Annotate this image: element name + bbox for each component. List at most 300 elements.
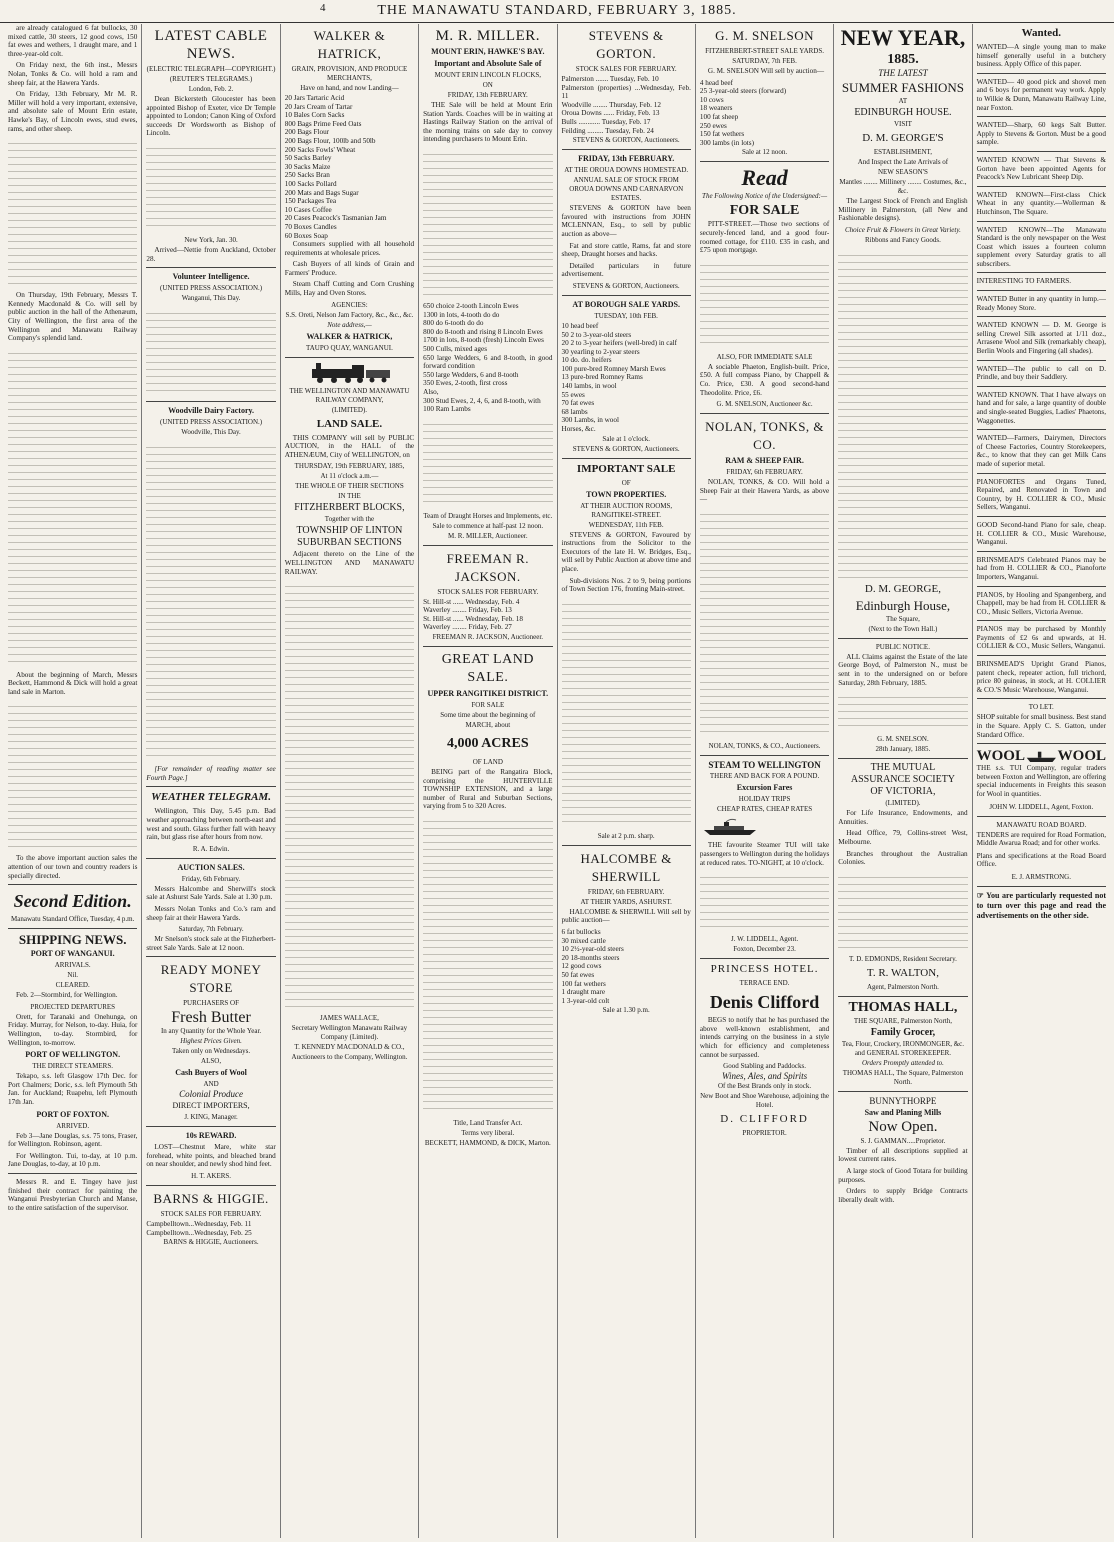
signature: G. M. SNELSON, Auctioneer &c. xyxy=(716,400,813,409)
text: THERE AND BACK FOR A POUND. xyxy=(709,771,820,780)
subhead: AGENCIES: xyxy=(331,300,368,309)
text: New Boot and Shoe Warehouse, adjoining the Hotel. xyxy=(700,1092,830,1110)
signature: G. M. SNELSON. xyxy=(877,735,929,744)
heading: WOOL xyxy=(1057,747,1106,764)
text: On Thursday, 19th February, Messrs T. Kennedy Macdonald & Co. will sell by public auction in the hall of the Athenæum, City of Wellington, the first area of the Wellington and Manawatu Railway Company's splendid land. xyxy=(8,291,138,343)
list-item: 800 Bags Prime Feed Oats xyxy=(284,119,362,128)
text-block xyxy=(838,691,967,731)
text: OF xyxy=(621,478,631,487)
text: THE SQUARE, Palmerston North, xyxy=(853,1016,953,1025)
wanted-ad: PIANOS may be purchased by Monthly Payments of £2 6s and upwards, at H. COLLIER & CO., Music Sellers, Wanganui. xyxy=(976,625,1106,651)
heading: RAM & SHEEP FAIR. xyxy=(725,456,804,466)
list-item: 20 Cases Peacock's Tasmanian Jam xyxy=(284,214,387,223)
signature: THOMAS HALL, The Square, Palmerston North. xyxy=(842,1068,964,1086)
port-heading: PORT OF WANGANUI. xyxy=(30,949,115,959)
nolan-heading: NOLAN, TONKS, & CO. xyxy=(705,419,825,453)
text: PROPRIETOR. xyxy=(742,1129,787,1138)
heading: AUCTION SALES. xyxy=(177,862,245,872)
heading: PUBLIC NOTICE. xyxy=(875,642,930,651)
list-item: 1 draught mare xyxy=(561,988,606,997)
text: OF LAND xyxy=(472,758,503,767)
list-item: 30 yearling to 2-year steers xyxy=(561,347,640,356)
text: Orett, for Taranaki and Onehunga, on Friday. Murray, for Nelson, to-day. Huia, for Wellington, to-day. Stormbird, for Wellington, to-morrow. xyxy=(8,1012,138,1047)
ready-money-heading: READY MONEY STORE xyxy=(160,962,262,996)
wanted-ad: BRINSMEAD'S Upright Grand Pianos, patent check, repeater action, full trichord, price 80 guineas, in stock, at H. COLLIER & CO.'S Music Warehouse, Wanganui. xyxy=(976,660,1106,694)
text: Steam Chaff Cutting and Corn Crushing Mills, Hay and Oven Stores. xyxy=(284,280,415,298)
signature: FREEMAN R. JACKSON, Auctioneer. xyxy=(432,633,544,642)
wanted-ad: WANTED— 40 good pick and shovel men and 6 boys for permanent way work. Apply to Wilkie & Dunn, Manawatu Railway Line, near Foxton. xyxy=(976,77,1106,112)
text-block xyxy=(562,598,691,828)
wanted-ad: WANTED KNOWN—The Manawatu Standard is the only newspaper on the West Coast which issues a fourteen column supplement every Saturday gratis to all subscribers. xyxy=(976,225,1106,268)
text: To the above important auction sales the attention of our town and country readers is specially directed. xyxy=(8,854,138,880)
list-item: 25 3-year-old steers (forward) xyxy=(699,87,787,96)
subhead: ARRIVALS. xyxy=(54,961,91,970)
text-block xyxy=(423,815,552,1115)
text: THE LATEST xyxy=(878,68,928,78)
list-item: 50 2 to 3-year-old steers xyxy=(561,330,632,339)
list-item: 100 Ram Lambs xyxy=(423,405,471,414)
text: Nil. xyxy=(67,971,79,980)
subhead: ALSO, FOR IMMEDIATE SALE xyxy=(716,352,813,361)
miller-heading: M. R. MILLER. xyxy=(435,28,541,44)
list-item: 68 lambs xyxy=(561,407,588,416)
text: CHEAP RATES, CHEAP RATES xyxy=(716,804,813,813)
text: Tea, Flour, Crockery, IRONMONGER, &c. and GENERAL STOREKEEPER. xyxy=(841,1039,965,1057)
heading: TO LET. xyxy=(1028,703,1054,712)
port-heading: PORT OF FOXTON. xyxy=(36,1109,110,1119)
text: Highest Prices Given. xyxy=(180,1037,242,1046)
heading: Volunteer Intelligence. xyxy=(172,272,250,282)
heading: THE WELLINGTON AND MANAWATU RAILWAY COMPANY, xyxy=(289,386,410,404)
list-item: 1 3-year-old colt xyxy=(561,996,610,1005)
text: T. D. EDMONDS, Resident Secretary. xyxy=(848,954,957,963)
page-number: 4 xyxy=(320,2,327,14)
text: Sale at 2 p.m. sharp. xyxy=(597,831,655,840)
dateline: Woodville, This Day. xyxy=(181,428,241,437)
list-item: 50 Sacks Barley xyxy=(284,154,332,163)
list-item: 18 weaners xyxy=(699,104,733,113)
heading: WALKER & HATRICK, xyxy=(306,331,393,341)
dateline: New York, Jan. 30. xyxy=(184,235,238,244)
subhead: (UNITED PRESS ASSOCIATION.) xyxy=(160,418,263,427)
heading: OF VICTORIA, xyxy=(870,786,936,798)
wanted-ad: BRINSMEAD'S Celebrated Pianos may be had from H. COLLIER & CO., Pianoforte Importers, Wanganui. xyxy=(976,555,1106,581)
text-block xyxy=(838,871,967,951)
text: Campbelltown...Wednesday, Feb. 11 xyxy=(146,1220,252,1229)
text: About the beginning of March, Messrs Beckett, Hammond & Dick will hold a great land sale in Marton. xyxy=(8,670,138,696)
signature: D. CLIFFORD xyxy=(720,1113,809,1126)
list-item: Waverley ........ Friday, Feb. 13 xyxy=(423,606,512,615)
text: Mr Snelson's stock sale at the Fitzherbert-street Sale Yards. Sale at 12 noon. xyxy=(146,935,276,952)
port-heading: PORT OF WELLINGTON. xyxy=(25,1050,121,1060)
column-6 xyxy=(696,24,834,1538)
text: Ribbons and Fancy Goods. xyxy=(865,235,941,244)
column-2 xyxy=(142,24,280,1538)
signature: M. R. MILLER, Auctioneer. xyxy=(448,531,528,540)
text: Detailed particulars in future advertisement. xyxy=(561,261,691,279)
text: G. M. SNELSON Will sell by auction— xyxy=(707,67,825,75)
text: THE WHOLE OF THEIR SECTIONS xyxy=(295,482,404,491)
text: S.S. Oreti, Nelson Jam Factory, &c., &c., &c. xyxy=(285,310,414,319)
text: Messrs R. and E. Tingey have just finished their contract for painting the Wanganui Presbyterian Church and Manse, to the entire satisfaction of the supervisor. xyxy=(8,1177,138,1212)
text: FOR SALE xyxy=(471,701,505,710)
notice-text: You are particularly requested not to turn over this page and read the advertisements on the other side. xyxy=(976,890,1106,920)
text-block xyxy=(8,347,137,667)
list-item: 650 choice 2-tooth Lincoln Ewes xyxy=(423,301,519,310)
text: MARCH, about xyxy=(465,721,511,730)
signature: STEVENS & GORTON, Auctioneers. xyxy=(572,444,680,453)
text: Orders to supply Bridge Contracts liberally dealt with. xyxy=(838,1187,968,1204)
wanted-ad: WANTED KNOWN. That I have always on hand and for sale, a large quantity of double and single-seated Buggies, Ladies' Phaetons, Waggonettes. xyxy=(976,390,1106,425)
text-block xyxy=(146,441,275,761)
dateline: Foxton, December 23. xyxy=(733,945,796,954)
heading: BUNNYTHORPE xyxy=(869,1095,937,1106)
list-item: 55 ewes xyxy=(561,390,585,399)
list-item: 50 fat ewes xyxy=(561,970,595,979)
list-item: 10 Bales Corn Sacks xyxy=(284,111,345,120)
text: Team of Draught Horses and Implements, etc. xyxy=(423,511,553,520)
subhead: (ELECTRIC TELEGRAPH—COPYRIGHT.) xyxy=(146,65,276,73)
heading: STEAM TO WELLINGTON xyxy=(708,759,821,770)
heading: Now Open. xyxy=(868,1118,938,1135)
signature: T. KENNEDY MACDONALD & CO., xyxy=(294,1043,405,1052)
acres-heading: 4,000 ACRES xyxy=(446,736,529,752)
text-block xyxy=(838,249,967,579)
list-item: 150 Packages Tea xyxy=(284,197,337,206)
text: Sale to commence at half-past 12 noon. xyxy=(432,521,544,530)
text: For Life Insurance, Endowments, and Annuities. xyxy=(838,809,968,826)
great-land-heading: GREAT LAND SALE. xyxy=(441,652,534,686)
list-item: 13 pure-bred Romney Rams xyxy=(561,373,643,382)
text: AT THEIR YARDS, ASHURST. xyxy=(580,897,672,906)
text: SHOP suitable for small business. Best stand in the Square. Apply C. S. Gatton, under Standard Office. xyxy=(976,713,1106,739)
text: ESTABLISHMENT, xyxy=(873,148,933,156)
land-sale-heading: LAND SALE. xyxy=(316,417,383,430)
text: ANNUAL SALE OF STOCK FROM OROUA DOWNS AND CARNARVON ESTATES. xyxy=(569,176,684,203)
signature: BECKETT, HAMMOND, & DICK, Marton. xyxy=(424,1139,551,1148)
barns-heading: BARNS & HIGGIE. xyxy=(153,1191,269,1207)
list-item: 12 good cows xyxy=(561,962,602,971)
text: HOLIDAY TRIPS xyxy=(738,794,791,803)
text: S. J. GAMMAN.....Proprietor. xyxy=(860,1136,946,1145)
list-item: St. Hill-st ...... Wednesday, Feb. 4 xyxy=(423,597,520,606)
text: Feb 3—Jane Douglas, s.s. 75 tons, Fraser, for Wellington. Robinson, agent. xyxy=(8,1131,138,1149)
subhead: STOCK SALES FOR FEBRUARY. xyxy=(437,587,539,596)
list-item: 20 Jars Cream of Tartar xyxy=(284,102,353,111)
text: AT THEIR AUCTION ROOMS, RANGITIKEI-STREET. xyxy=(580,501,673,519)
text: BEGS to notify that he has purchased the above well-known establishment, and intends carrying on the business in a style which for efficiency and completeness cannot be surpassed. xyxy=(699,1016,830,1059)
list-item: Woodville ........ Thursday, Feb. 12 xyxy=(561,100,661,109)
text: Orders Promptly attended to. xyxy=(861,1058,944,1067)
heading: 1885. xyxy=(887,52,919,67)
heading: SUMMER FASHIONS xyxy=(841,80,965,95)
text: And Inspect the Late Arrivals of xyxy=(857,158,949,166)
text: TENDERS are required for Road Formation, Middle Awarua Road; and for other works. xyxy=(976,830,1106,848)
office-line: Manawatu Standard Office, Tuesday, 4 p.m. xyxy=(11,915,135,924)
wanted-ad: WANTED KNOWN — D. M. George is selling Crewel Silk assorted at 1/11 doz., Arrasene Wool and Silk (remarkably cheap), Berlin Wools and Fingering (all shades). xyxy=(976,321,1106,356)
list-item: Also, xyxy=(423,387,439,396)
list-item: Feilding ......... Tuesday, Feb. 24 xyxy=(561,126,654,135)
text: Head Office, 79, Collins-street West, Melbourne. xyxy=(838,829,968,846)
wanted-list xyxy=(977,43,1106,699)
shipping-heading: SHIPPING NEWS. xyxy=(18,932,127,948)
heading: SUBURBAN SECTIONS xyxy=(297,537,402,549)
text: The Following Notice of the Undersigned:— xyxy=(702,192,828,201)
text: HALCOMBE & SHERWILL Will sell by public auction— xyxy=(561,907,691,925)
halcombe-heading: HALCOMBE & SHERWILL xyxy=(580,850,672,884)
text: NEW SEASON'S xyxy=(877,168,928,176)
list-item: Horses, &c. xyxy=(561,425,596,434)
list-item: 200 Bags Flour xyxy=(284,128,330,137)
list-item: 100 Sacks Pollard xyxy=(284,179,337,188)
list-item: 60 Boxes Soap xyxy=(284,231,328,240)
list-item: 100 fat sheep xyxy=(699,112,739,121)
second-edition: Second Edition. xyxy=(13,891,132,912)
column-1 xyxy=(4,24,142,1538)
text: are already catalogued 6 fat bullocks, 30 mixed cattle, 30 steers, 12 good cows, 150 fat ewes and wethers, 1 draught mare, and 1 three-year-old colt. xyxy=(8,24,138,58)
signature: STEVENS & GORTON, Auctioneers. xyxy=(572,281,680,290)
train-icon xyxy=(304,362,394,384)
text: AND xyxy=(203,1080,219,1089)
text: VISIT xyxy=(893,120,912,128)
text: On Friday next, the 6th inst., Messrs Nolan, Tonks & Co. will hold a ram and sheep fair, at the Hawera Yards. xyxy=(8,61,138,87)
heading: D. M. GEORGE'S xyxy=(862,132,944,144)
text: Agent, Palmerston North. xyxy=(866,982,939,991)
signature: BARNS & HIGGIE, Auctioneers. xyxy=(163,1238,259,1247)
pointing-hand-icon: ☞ xyxy=(976,890,987,900)
heading: Woodville Dairy Factory. xyxy=(168,406,255,416)
text: Have on hand, and now Landing— xyxy=(300,84,399,92)
text: LOST—Chestnut Mare, white star forehead, white points, and bleached brand on near shoulder, and newly shod hind feet. xyxy=(146,1143,276,1169)
text: Plans and specifications at the Road Board Office. xyxy=(976,851,1106,869)
heading: DIRECT IMPORTERS, xyxy=(172,1101,250,1111)
dateline: 28th January, 1885. xyxy=(875,745,931,754)
signature: H. T. AKERS. xyxy=(191,1172,232,1181)
text: Feb. 2—Stormbird, for Wellington. xyxy=(16,991,118,1000)
snelson-heading: G. M. SNELSON xyxy=(715,28,815,43)
list-item: 800 do 6-tooth do do xyxy=(423,319,484,328)
list-item: 4 head beef xyxy=(699,78,733,87)
text: Taken only on Wednesdays. xyxy=(171,1047,251,1056)
subhead: CLEARED. xyxy=(55,981,90,990)
text: ALL Claims against the Estate of the late George Boyd, of Palmerston N., must be sent in to the undersigned on or before Saturday, 28th February, 1885. xyxy=(838,652,968,687)
list-item: 140 lambs, in wool xyxy=(561,382,617,391)
subhead: PROJECTED DEPARTURES xyxy=(30,1002,116,1011)
list-item: 200 Sacks Fowls' Wheat xyxy=(284,145,356,154)
list-item: 550 large Wedders, 6 and 8-tooth xyxy=(423,370,519,379)
wanted-ad: WANTED KNOWN — That Stevens & Gorton have been appointed Agents for Peacock's New Lubricant Sheep Dip. xyxy=(976,155,1106,182)
heading: FITZHERBERT BLOCKS, xyxy=(294,502,405,514)
list-item: 250 Sacks Bran xyxy=(284,171,330,180)
heading: Cash Buyers of Wool xyxy=(175,1068,247,1078)
wanted-ad: WANTED—Sharp, 60 kegs Salt Butter. Apply to Stevens & Gorton. Must be a good sample. xyxy=(976,121,1106,147)
heading: AT BOROUGH SALE YARDS. xyxy=(572,299,680,309)
text-block xyxy=(8,700,137,850)
list-item: 350 Ewes, 2-tooth, first cross xyxy=(423,379,508,388)
wanted-ad: WANTED—Farmers, Dairymen, Directors of Cheese Factories, Country Storekeepers, &c., to know that they can get Milk Cans made of superior metal. xyxy=(976,434,1106,468)
text: Wellington, This Day, 5.45 p.m. Bad weather approaching between north-east and west and south. Glass further fall with heavy rain, but glass rise after hours from now. xyxy=(146,807,276,842)
stevens-list xyxy=(562,75,691,135)
list-item: 20 18-months steers xyxy=(561,953,620,962)
text: Campbelltown...Wednesday, Feb. 25 xyxy=(146,1228,252,1237)
text: Colonial Produce xyxy=(179,1089,244,1100)
thomas-heading: THOMAS HALL, xyxy=(848,999,958,1015)
heading: T. R. WALTON, xyxy=(866,966,939,979)
text: TAUPO QUAY, WANGANUI. xyxy=(306,343,393,352)
list-item: 200 Bags Flour, 100lb and 50lb xyxy=(284,136,376,145)
dateline: FRIDAY, 6th FEBRUARY. xyxy=(587,887,665,896)
list-item: 30 mixed cattle xyxy=(561,936,606,945)
list-item: 1300 in lots, 4-tooth do do xyxy=(423,310,500,319)
list-item: 30 Sacks Maize xyxy=(284,162,331,171)
stevens-heading: STEVENS & GORTON. xyxy=(588,28,664,61)
text: Messrs Halcombe and Sherwill's stock sale at Ashurst Sale Yards. Sale at 1.30 p.m. xyxy=(146,884,276,902)
list-item: 1700 in lots, 8-tooth (fresh) Lincoln Ewes xyxy=(423,336,544,345)
heading: Edinburgh House, xyxy=(855,597,951,613)
heading: MOUNT ERIN, HAWKE'S BAY. xyxy=(431,47,545,56)
heading: D. M. GEORGE, xyxy=(864,582,941,595)
wool-banner xyxy=(977,748,1106,764)
text: Title, Land Transfer Act. xyxy=(453,1119,523,1128)
text: Together with the xyxy=(324,515,375,524)
text: STEVENS & GORTON have been favoured with instructions from JOHN MCLENNAN, Esq., to sell by public auction as above— xyxy=(561,204,691,238)
text: Some time about the beginning of xyxy=(440,711,536,720)
text: Dean Bickersteth Gloucester has been appointed Bishop of Exeter, vice Dr Temple appointed to London; Canon King of Oxford succeeds Dr Wordsworth as Bishop of Lincoln. xyxy=(146,95,276,138)
wanted-ad: PIANOS, by Hooling and Spangenberg, and Chappell, may be had from H. COLLIER & CO., Music Sellers, Victoria Avenue. xyxy=(976,590,1106,616)
list-item: 250 ewes xyxy=(699,121,727,130)
stock-list xyxy=(423,302,552,414)
notice xyxy=(977,891,1106,921)
subhead: GRAIN, PROVISION, AND PRODUCE MERCHANTS, xyxy=(291,65,408,82)
dateline: Friday, 6th February. xyxy=(181,874,241,883)
dateline: Wanganui, This Day. xyxy=(181,294,241,303)
list-item: 500 Culls, mixed ages xyxy=(423,344,488,353)
text: THE favourite Steamer TUI will take passengers to Wellington during the holidays at reduced rates. TO-NIGHT, at 10 o'clock. xyxy=(699,841,830,867)
list-item: 20 Jars Tartaric Acid xyxy=(284,94,345,102)
snelson-list xyxy=(700,79,829,148)
heading: Important and Absolute Sale of xyxy=(434,59,542,68)
text: STEVENS & GORTON, Favoured by instructions from the Solicitor to the Executors of the late H. W. Bridges, Esq., will sell by Public Auction at above time and place. xyxy=(561,530,691,573)
dateline: FRIDAY, 6th FEBRUARY. xyxy=(726,468,803,477)
list-item: 100 fat wethers xyxy=(561,979,606,988)
wanted-ad: WANTED—The public to call on D. Prindle, and buy their Saddlery. xyxy=(976,364,1106,382)
text: In any Quantity for the Whole Year. xyxy=(160,1027,262,1036)
borough-list xyxy=(562,322,691,434)
cable-heading: LATEST CABLE NEWS. xyxy=(154,28,268,62)
list-item: 10 do. do. heifers xyxy=(561,356,612,365)
text: [For remainder of reading matter see Fourth Page.] xyxy=(146,765,276,782)
dateline: SATURDAY, 7th FEB. xyxy=(732,57,797,65)
dateline: TUESDAY, 10th FEB. xyxy=(594,311,658,320)
heading: Fresh Butter xyxy=(171,1009,251,1027)
list-item: Waverley ........ Friday, Feb. 27 xyxy=(423,623,512,632)
wanted-ad: INTERESTING TO FARMERS. xyxy=(976,277,1072,286)
list-item: 10 Cases Coffee xyxy=(284,205,332,214)
new-year-heading: NEW YEAR, xyxy=(840,25,966,50)
list-item: St. Hill-st ...... Wednesday, Feb. 18 xyxy=(423,614,523,623)
walker-item-list xyxy=(285,94,414,240)
list-item: 20 2 to 3-year heifers (well-bred) in calf xyxy=(561,339,678,348)
text: AT THE OROUA DOWNS HOMESTEAD. xyxy=(564,166,689,175)
signature: J. W. LIDDELL, Agent. xyxy=(731,935,799,944)
subhead: ARRIVED. xyxy=(56,1121,90,1130)
list-item: 150 fat wethers xyxy=(699,130,745,139)
heading: MANAWATU ROAD BOARD. xyxy=(996,820,1087,829)
signature: JAMES WALLACE, xyxy=(319,1014,379,1023)
freeman-heading: FREEMAN R. JACKSON. xyxy=(446,550,529,584)
signature: J. KING, Manager. xyxy=(184,1113,238,1122)
wanted-heading: Wanted. xyxy=(1021,27,1062,39)
list-item: 70 Boxes Candles xyxy=(284,222,337,231)
heading: UPPER RANGITIKEI DISTRICT. xyxy=(427,689,549,699)
text: NOLAN, TONKS, & CO. Will hold a Sheep Fair at their Hawera Yards, as above— xyxy=(699,478,830,504)
dateline: Saturday, 7th February. xyxy=(178,925,244,934)
text-block xyxy=(285,580,414,1010)
text: THE Sale will be held at Mount Erin Station Yards. Coaches will be in waiting at Hastings Railway Station on the arrival of the morning trains on sale day to convey intending purchasers to Mount Erin. xyxy=(423,101,553,144)
list-item: 10 cows xyxy=(699,95,724,104)
masthead xyxy=(0,0,1114,23)
text: (Next to the Town Hall.) xyxy=(868,624,938,633)
list-item: 10 head beef xyxy=(561,321,599,330)
text: Sale at 1.30 p.m. xyxy=(602,1006,650,1015)
heading: THE MUTUAL xyxy=(870,762,936,774)
text: Terms very liberal. xyxy=(461,1129,515,1138)
text: FITZHERBERT-STREET SALE YARDS. xyxy=(705,47,825,55)
heading: TOWNSHIP OF LINTON xyxy=(296,525,403,537)
dateline: FRIDAY, 13th FEBRUARY. xyxy=(578,154,675,164)
subhead: (REUTER'S TELEGRAMS.) xyxy=(169,75,253,83)
signature: STEVENS & GORTON, Auctioneers. xyxy=(572,136,680,145)
text: TERRACE END. xyxy=(739,979,790,988)
heading: IMPORTANT SALE xyxy=(576,462,676,475)
text: IN THE xyxy=(338,492,361,501)
text: AT xyxy=(898,97,908,105)
text: ON xyxy=(482,81,493,89)
list-item: Bulls ............ Tuesday, Feb. 17 xyxy=(561,117,651,126)
column-4 xyxy=(419,24,557,1538)
text: The Largest Stock of French and English Millinery in Palmerston, (all New and Fashionable designs). xyxy=(838,197,968,223)
list-item: 800 do 8-tooth and rising 8 Lincoln Ewes xyxy=(423,327,543,336)
column-3 xyxy=(281,24,419,1538)
text: Adjacent thereto on the Line of the WELLINGTON AND MANAWATU RAILWAY. xyxy=(284,550,415,576)
heading: ASSURANCE SOCIETY xyxy=(850,774,956,786)
signature: E. J. ARMSTRONG. xyxy=(1011,872,1071,881)
wanted-ad: WANTED KNOWN—First-class Chick Wheat in any quantity.—Wollerman & Hutchinson, The Square. xyxy=(976,190,1106,216)
heading: 10s REWARD. xyxy=(185,1131,237,1141)
text-block xyxy=(8,137,137,287)
text: ALSO, xyxy=(201,1057,222,1066)
wanted-ad: WANTED Butter in any quantity in lump.—Ready Money Store. xyxy=(976,295,1106,312)
column-5 xyxy=(558,24,696,1538)
text: Secretary Wellington Manawatu Railway Company (Limited). xyxy=(291,1024,408,1042)
text: THE s.s. TUI Company, regular traders between Foxton and Wellington, are offering special inducements in Freights this season for Wool in quantities. xyxy=(976,764,1106,798)
read-heading: Read xyxy=(741,165,788,191)
subhead: (UNITED PRESS ASSOCIATION.) xyxy=(160,284,263,293)
heading: EDINBURGH HOUSE. xyxy=(854,107,952,118)
text: For Wellington. Tui, to-day, at 10 p.m. Jane Douglas, to-day, at 10 p.m. xyxy=(8,1151,138,1169)
heading: Family Grocer, xyxy=(870,1026,936,1038)
text: The Square, xyxy=(886,614,920,623)
list-item: 10 2½-year-old steers xyxy=(561,945,624,954)
list-item: Palmerston ....... Tuesday, Feb. 10 xyxy=(561,75,659,83)
list-item: 300 lambs (in lots) xyxy=(699,138,754,147)
wanted-ad: PIANOFORTES and Organs Tuned, Repaired, and Renovated in Town and Country, by H. COLLIER & CO., Music Sellers, Wanganui. xyxy=(976,477,1106,512)
freeman-list xyxy=(423,598,552,632)
dateline: London, Feb. 2. xyxy=(188,85,234,93)
text: Sale at 12 noon. xyxy=(742,148,788,157)
text: A large stock of Good Totara for building purposes. xyxy=(838,1166,968,1184)
subhead: STOCK SALES FOR FEBRUARY. xyxy=(160,1210,262,1219)
